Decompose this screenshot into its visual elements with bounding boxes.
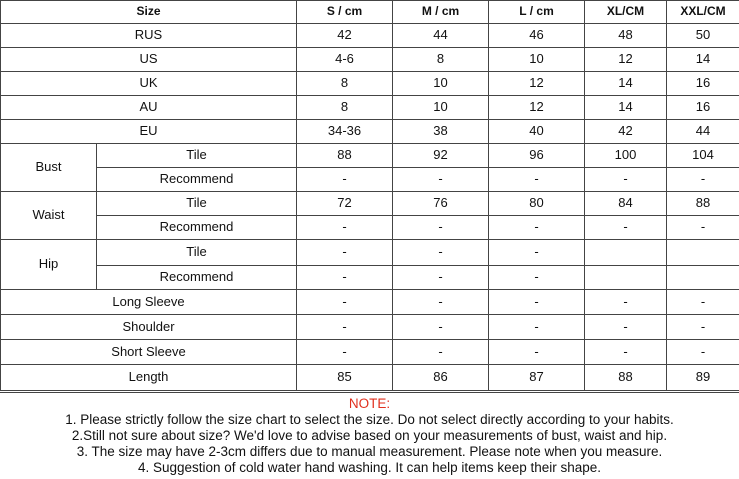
measure-row xyxy=(1,315,739,340)
size-system-label: US xyxy=(1,48,297,72)
measure-row xyxy=(1,144,739,168)
measure-value: 86 xyxy=(393,365,489,391)
size-value: 16 xyxy=(667,96,739,120)
measure-value: - xyxy=(297,216,393,240)
measure-value: - xyxy=(297,266,393,290)
size-value: 42 xyxy=(297,24,393,48)
note-line: 2.Still not sure about size? We'd love to advise based on your measurements of bust, waist and hip. xyxy=(71,428,668,443)
measure-value: - xyxy=(489,216,585,240)
size-value: 50 xyxy=(667,24,739,48)
size-row xyxy=(1,72,739,96)
size-value: 14 xyxy=(585,96,667,120)
measure-value: - xyxy=(489,266,585,290)
measure-value: - xyxy=(393,340,489,365)
measure-value: - xyxy=(489,315,585,340)
measure-value: - xyxy=(297,340,393,365)
measure-group-label: Hip xyxy=(1,240,97,290)
measure-value: - xyxy=(297,315,393,340)
size-system-label: AU xyxy=(1,96,297,120)
measure-label: Short Sleeve xyxy=(1,340,297,365)
measure-value: - xyxy=(489,240,585,266)
size-value: 12 xyxy=(489,72,585,96)
measure-row xyxy=(1,240,739,266)
size-value: 34-36 xyxy=(297,120,393,144)
measure-row xyxy=(1,192,739,216)
size-value: 14 xyxy=(585,72,667,96)
measure-value: - xyxy=(667,290,739,315)
measure-value: - xyxy=(393,216,489,240)
measure-value: 88 xyxy=(585,365,667,391)
measure-row xyxy=(1,216,739,240)
size-value: 4-6 xyxy=(297,48,393,72)
measure-value: 100 xyxy=(585,144,667,168)
column-header: S / cm xyxy=(297,1,393,24)
measure-value: - xyxy=(393,315,489,340)
measure-label: Length xyxy=(1,365,297,391)
size-row xyxy=(1,120,739,144)
column-header: XXL/CM xyxy=(667,1,739,24)
size-row xyxy=(1,96,739,120)
measure-value: - xyxy=(393,168,489,192)
measure-value: - xyxy=(297,168,393,192)
size-note xyxy=(0,392,739,479)
header-row xyxy=(1,1,739,24)
size-chart-body xyxy=(1,1,739,391)
measure-type-label: Tile xyxy=(97,144,297,168)
size-value: 8 xyxy=(297,96,393,120)
measure-row xyxy=(1,168,739,192)
measure-value: - xyxy=(585,168,667,192)
measure-row xyxy=(1,340,739,365)
size-value: 38 xyxy=(393,120,489,144)
measure-value xyxy=(585,240,667,266)
measure-value: 80 xyxy=(489,192,585,216)
measure-value: 85 xyxy=(297,365,393,391)
size-value: 48 xyxy=(585,24,667,48)
measure-value: 92 xyxy=(393,144,489,168)
measure-value: - xyxy=(489,168,585,192)
measure-value xyxy=(667,266,739,290)
size-row xyxy=(1,48,739,72)
measure-label: Long Sleeve xyxy=(1,290,297,315)
measure-value: - xyxy=(667,340,739,365)
measure-row xyxy=(1,365,739,391)
size-value: 40 xyxy=(489,120,585,144)
measure-type-label: Recommend xyxy=(97,216,297,240)
measure-row xyxy=(1,290,739,315)
measure-value: - xyxy=(667,216,739,240)
measure-type-label: Recommend xyxy=(97,266,297,290)
measure-value: - xyxy=(585,290,667,315)
measure-value: 96 xyxy=(489,144,585,168)
note-title: NOTE: xyxy=(348,396,391,411)
measure-label: Shoulder xyxy=(1,315,297,340)
column-header: XL/CM xyxy=(585,1,667,24)
measure-value: 76 xyxy=(393,192,489,216)
size-header: Size xyxy=(1,1,297,24)
measure-value: 88 xyxy=(297,144,393,168)
note-line: 3. The size may have 2-3cm differs due to manual measurement. Please note when you measure. xyxy=(76,444,663,459)
measure-group-label: Waist xyxy=(1,192,97,240)
measure-value: 84 xyxy=(585,192,667,216)
measure-value: 72 xyxy=(297,192,393,216)
size-value: 16 xyxy=(667,72,739,96)
size-value: 44 xyxy=(393,24,489,48)
size-row xyxy=(1,24,739,48)
measure-value: - xyxy=(393,290,489,315)
note-line: 1. Please strictly follow the size chart to select the size. Do not select directly according to your habits. xyxy=(65,412,674,427)
measure-value: - xyxy=(297,240,393,266)
size-value: 10 xyxy=(489,48,585,72)
column-header: M / cm xyxy=(393,1,489,24)
size-value: 42 xyxy=(585,120,667,144)
size-system-label: RUS xyxy=(1,24,297,48)
size-value: 14 xyxy=(667,48,739,72)
size-system-label: UK xyxy=(1,72,297,96)
measure-value: - xyxy=(667,315,739,340)
measure-value xyxy=(585,266,667,290)
size-value: 12 xyxy=(489,96,585,120)
measure-group-label: Bust xyxy=(1,144,97,192)
measure-value: - xyxy=(393,266,489,290)
measure-value: - xyxy=(667,168,739,192)
column-header: L / cm xyxy=(489,1,585,24)
measure-value: - xyxy=(585,216,667,240)
size-value: 8 xyxy=(297,72,393,96)
measure-value: - xyxy=(489,340,585,365)
measure-type-label: Recommend xyxy=(97,168,297,192)
size-value: 46 xyxy=(489,24,585,48)
size-value: 44 xyxy=(667,120,739,144)
measure-value: 89 xyxy=(667,365,739,391)
size-value: 10 xyxy=(393,72,489,96)
measure-type-label: Tile xyxy=(97,240,297,266)
measure-value: - xyxy=(585,340,667,365)
measure-value: - xyxy=(585,315,667,340)
measure-value: 87 xyxy=(489,365,585,391)
note-line: 4. Suggestion of cold water hand washing. It can help items keep their shape. xyxy=(137,460,602,475)
measure-value: 88 xyxy=(667,192,739,216)
size-value: 12 xyxy=(585,48,667,72)
measure-value: - xyxy=(297,290,393,315)
measure-row xyxy=(1,266,739,290)
size-value: 10 xyxy=(393,96,489,120)
measure-value xyxy=(667,240,739,266)
measure-value: 104 xyxy=(667,144,739,168)
measure-type-label: Tile xyxy=(97,192,297,216)
size-system-label: EU xyxy=(1,120,297,144)
size-value: 8 xyxy=(393,48,489,72)
measure-value: - xyxy=(489,290,585,315)
measure-value: - xyxy=(393,240,489,266)
